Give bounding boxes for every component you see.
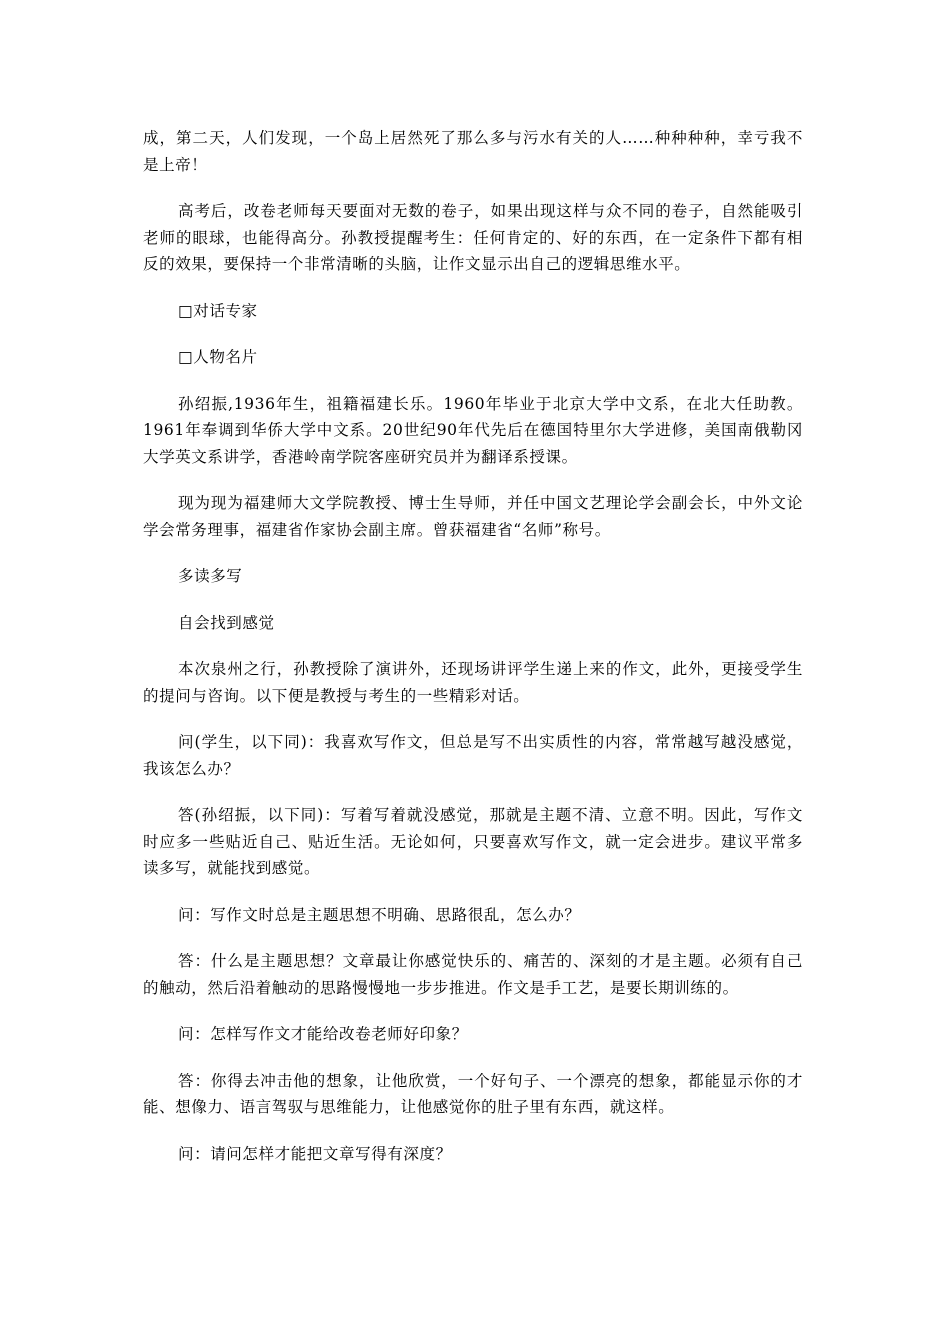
paragraph-current-position: 现为现为福建师大文学院教授、博士生导师，并任中国文艺理论学会副会长，中外文论学会常务理事，福建省作家协会副主席。曾获福建省“名师”称号。: [143, 494, 803, 539]
paragraph-continuation: 成，第二天，人们发现，一个岛上居然死了那么多与污水有关的人……种种种种，幸亏我不是上帝！: [143, 129, 803, 174]
answer-3: 答：你得去冲击他的想象，让他欣赏，一个好句子、一个漂亮的想象，都能显示你的才能、想像力、语言驾驭与思维能力，让他感觉你的肚子里有东西，就这样。: [143, 1071, 803, 1116]
section-heading-dialogue: □对话专家: [178, 301, 258, 320]
paragraph-exam-advice: 高考后，改卷老师每天要面对无数的卷子，如果出现这样与众不同的卷子，自然能吸引老师的眼球，也能得高分。孙教授提醒考生：任何肯定的、好的东西，在一定条件下都有相反的效果，要保持一个非常清晰的头脑，让作文显示出自己的逻辑思维水平。: [143, 202, 803, 273]
document-page: [143, 125, 803, 1187]
question-2: 问：写作文时总是主题思想不明确、思路很乱，怎么办？: [178, 905, 581, 924]
question-4: 问：请问怎样才能把文章写得有深度？: [178, 1144, 452, 1163]
question-3: 问：怎样写作文才能给改卷老师好印象？: [178, 1025, 468, 1043]
question-1: 问(学生，以下同)：我喜欢写作文，但总是写不出实质性的内容，常常越写越没感觉，我该怎么办？: [143, 733, 803, 778]
section-heading-profile: □人物名片: [178, 348, 258, 366]
subheading-read-write: 多读多写: [178, 567, 243, 585]
paragraph-biography: 孙绍振,1936年生，祖籍福建长乐。1960年毕业于北京大学中文系，在北大任助教。1961年奉调到华侨大学中文系。20世纪90年代先后在德国特里尔大学进修，美国南俄勒冈大学英文系讲学，香港岭南学院客座研究员并为翻译系授课。: [143, 394, 803, 466]
answer-1: 答(孙绍振，以下同)：写着写着就没感觉，那就是主题不清、立意不明。因此，写作文时应多一些贴近自己、贴近生活。无论如何，只要喜欢写作文，就一定会进步。建议平常多读多写，就能找到感觉。: [143, 806, 803, 877]
paragraph-intro-dialogue: 本次泉州之行，孙教授除了演讲外，还现场讲评学生递上来的作文，此外，更接受学生的提问与咨询。以下便是教授与考生的一些精彩对话。: [143, 660, 803, 705]
answer-2: 答：什么是主题思想？文章最让你感觉快乐的、痛苦的、深刻的才是主题。必须有自己的触动，然后沿着触动的思路慢慢地一步步推进。作文是手工艺，是要长期训练的。: [143, 952, 803, 997]
subheading-find-feeling: 自会找到感觉: [178, 613, 275, 632]
